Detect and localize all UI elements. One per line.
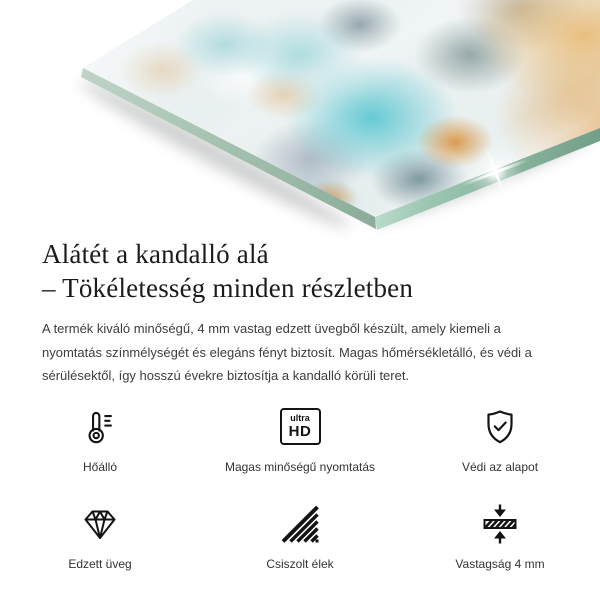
feature-label: Vastagság 4 mm <box>455 556 545 571</box>
ultra-hd-icon <box>280 405 321 449</box>
feature-item-heat-resistant <box>0 405 200 474</box>
shield-check-icon <box>480 405 520 449</box>
product-description: A termék kiváló minőségű, 4 mm vastag edzett üvegből készült, amely kiemeli a nyomtatás színmélységét és elegáns fényt biztosít. Magas hőmérsékletálló, és védi a sérülésektől, így hosszú évekre biztosítja a kandalló körüli teret. <box>42 321 532 383</box>
feature-label: Hőálló <box>82 459 118 474</box>
feature-item-polished-edges <box>200 502 400 571</box>
feature-grid <box>0 405 600 571</box>
page-title <box>42 237 560 305</box>
polished-edges-icon <box>280 502 320 546</box>
thermometer-icon <box>81 405 119 449</box>
product-description-section <box>0 235 600 388</box>
thickness-icon <box>480 502 520 546</box>
product-image <box>0 0 600 235</box>
feature-label: Csiszolt élek <box>266 556 334 571</box>
feature-item-protects-base <box>400 405 600 474</box>
ultra-hd-text-bottom: HD <box>288 423 312 440</box>
feature-item-print-quality <box>200 405 400 474</box>
feature-label: Magas minőségű nyomtatás <box>224 459 376 474</box>
ultra-hd-text-top: ultra <box>290 413 310 423</box>
feature-label: Edzett üveg <box>68 556 132 571</box>
feature-item-thickness <box>400 502 600 571</box>
feature-item-tempered-glass <box>0 502 200 571</box>
page-title-line2: – Tökéletesség minden részletben <box>42 273 414 303</box>
diamond-icon <box>80 502 120 546</box>
feature-label: Védi az alapot <box>461 459 539 474</box>
page-title-line1: Alátét a kandalló alá <box>42 239 269 269</box>
